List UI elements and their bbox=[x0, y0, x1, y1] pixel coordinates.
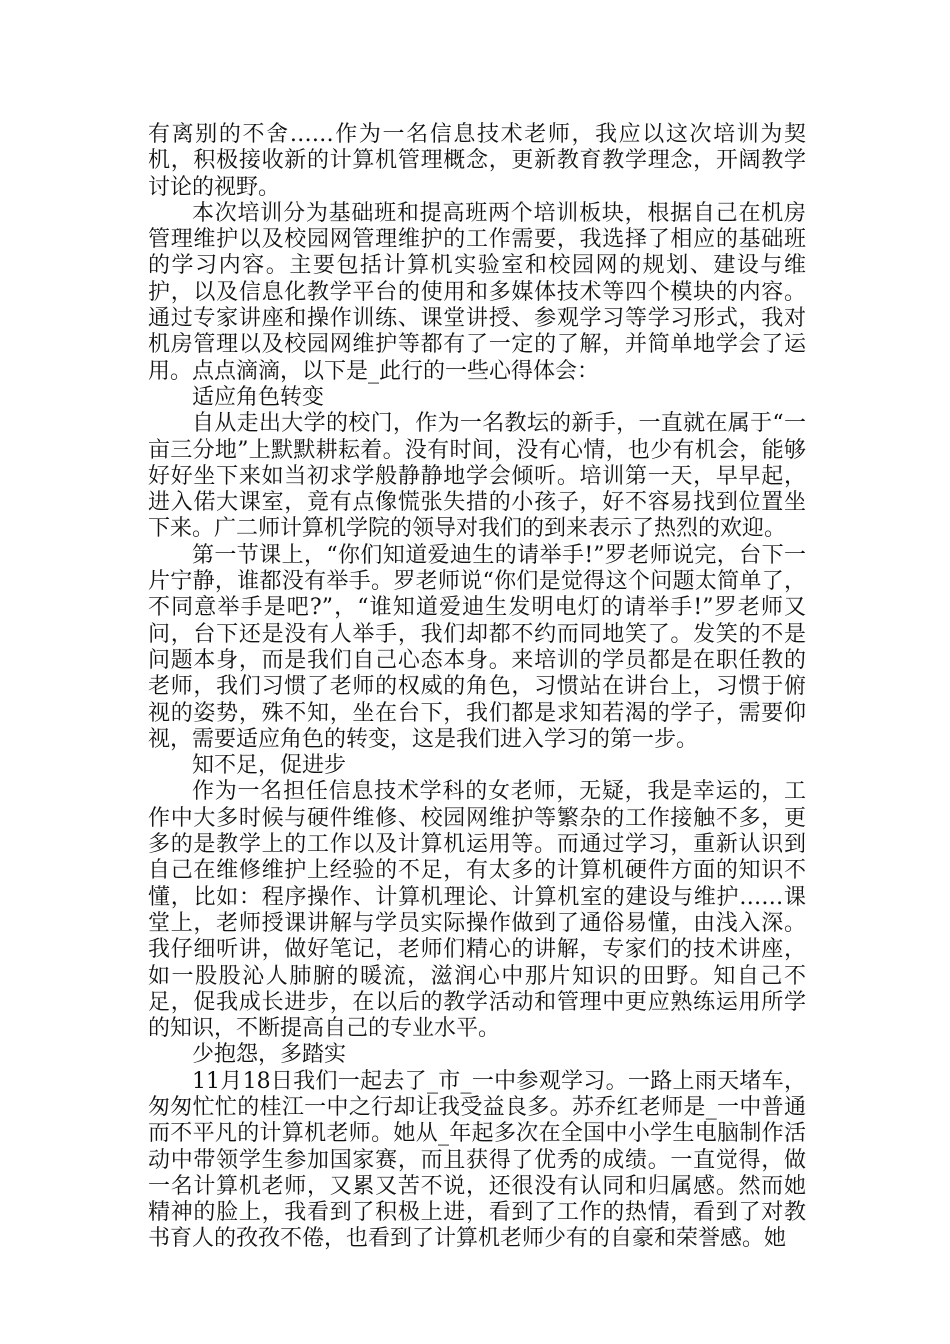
paragraph-shortcomings: 作为一名担任信息技术学科的女老师，无疑，我是幸运的，工作中大多时候与硬件维修、校园网维护等繁杂的工作接触不多，更多的是教学上的工作以及计算机运用等。而通过学习，重新认识到自己在维修维护上经验的不足，有太多的计算机硬件方面的知识不懂，比如：程序操作、计算机理论、计算机室的建设与维护……课堂上，老师授课讲解与学员实际操作做到了通俗易懂，由浅入深。我仔细听讲，做好笔记，老师们精心的讲解，专家们的技术讲座，如一股股沁人肺腑的暖流，滋润心中那片知识的田野。知自己不足，促我成长进步，在以后的教学活动和管理中更应熟练运用所学的知识，不断提高自己的专业水平。 bbox=[148, 779, 806, 1042]
document-page bbox=[148, 122, 806, 1253]
section-heading-less-complaint: 少抱怨，多踏实 bbox=[192, 1042, 347, 1068]
paragraph-school-visit: 11月18日我们一起去了_市_一中参观学习。一路上雨天堵车，匆匆忙忙的桂江一中之行却让我受益良多。苏乔红老师是_一中普通而不平凡的计算机老师。她从_年起多次在全国中小学生电脑制作活动中带领学生参加国家赛，而且获得了优秀的成绩。一直觉得，做一名计算机老师，又累又苦不说，还很没有认同和归属感。然而她精神的脸上，我看到了积极上进，看到了工作的热情，看到了对教书育人的孜孜不倦，也看到了计算机老师少有的自豪和荣誉感。她 bbox=[148, 1068, 806, 1252]
paragraph-continuation: 有离别的不舍……作为一名信息技术老师，我应以这次培训为契机，积极接收新的计算机管理概念，更新教育教学理念，开阔教学讨论的视野。 bbox=[148, 122, 806, 200]
paragraph-first-day: 自从走出大学的校门，作为一名教坛的新手，一直就在属于“一亩三分地”上默默耕耘着。没有时间，没有心情，也少有机会，能够好好坐下来如当初求学般静静地学会倾听。培训第一天，早早起，进入偌大课室，竟有点像慌张失措的小孩子，好不容易找到位置坐下来。广二师计算机学院的领导对我们的到来表示了热烈的欢迎。 bbox=[148, 411, 806, 542]
paragraph-first-lesson: 第一节课上，“你们知道爱迪生的请举手!”罗老师说完，台下一片宁静，谁都没有举手。罗老师说“你们是觉得这个问题太简单了，不同意举手是吧?”，“谁知道爱迪生发明电灯的请举手!”罗老师又问，台下还是没有人举手，我们却都不约而同地笑了。发笑的不是问题本身，而是我们自己心态本身。来培训的学员都是在职任教的老师，我们习惯了老师的权威的角色，习惯站在讲台上，习惯于俯视的姿势，殊不知，坐在台下，我们都是求知若渴的学子，需要仰视，需要适应角色的转变，这是我们进入学习的第一步。 bbox=[148, 542, 806, 752]
paragraph-training-overview: 本次培训分为基础班和提高班两个培训板块，根据自己在机房管理维护以及校园网管理维护的工作需要，我选择了相应的基础班的学习内容。主要包括计算机实验室和校园网的规划、建设与维护，以及信息化教学平台的使用和多媒体技术等四个模块的内容。通过专家讲座和操作训练、课堂讲授、参观学习等学习形式，我对机房管理以及校园网维护等都有了一定的了解，并简单地学会了运用。点点滴滴，以下是_此行的一些心得体会： bbox=[148, 200, 806, 384]
section-heading-role-change: 适应角色转变 bbox=[192, 384, 325, 410]
section-heading-know-shortcomings: 知不足，促进步 bbox=[192, 753, 347, 779]
